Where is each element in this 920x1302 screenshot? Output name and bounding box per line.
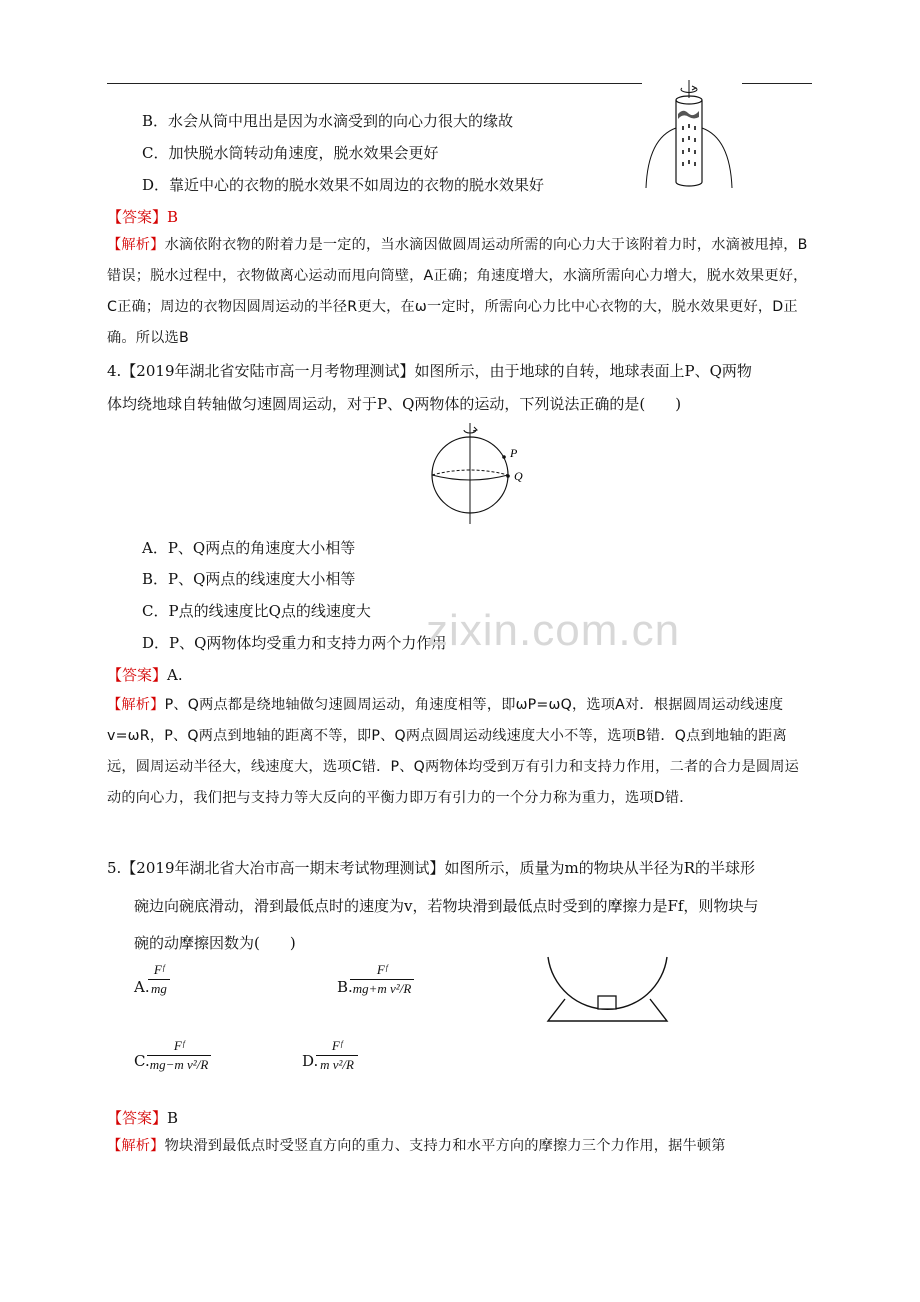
header-rule-right (742, 83, 812, 84)
label-q: Q (514, 469, 523, 483)
watermark: zixin.com.cn (426, 606, 681, 655)
q5-answer-value: B (167, 1109, 179, 1127)
q5-option-b-den: mg+m v²/R (352, 981, 412, 996)
q4-analysis (107, 690, 813, 814)
q3-option-c: C．加快脱水筒转动角速度，脱水效果会更好 (142, 144, 439, 162)
q4-stem-line1: 4.【2019年湖北省安陆市高一月考物理测试】如图所示，由于地球的自转，地球表面上P、Q两物 (107, 362, 752, 380)
q5-option-b-num: Fᶠ (376, 962, 388, 977)
q5-option-a-den: mg (151, 981, 167, 996)
q4-answer (107, 664, 183, 685)
q5-option-d-den: m v²/R (320, 1057, 354, 1072)
q4-analysis-tag: 【解析】 (107, 697, 165, 713)
q5-stem-line3: 碗的动摩擦因数为( ) (134, 934, 296, 952)
label-p: P (510, 446, 518, 460)
q5-option-a-num: Fᶠ (153, 962, 165, 977)
q5-answer (107, 1107, 178, 1128)
q3-analysis-tag: 【解析】 (107, 237, 165, 253)
q3-answer-tag: 【答案】 (107, 208, 168, 226)
q3-option-d: D．靠近中心的衣物的脱水效果不如周边的衣物的脱水效果好 (142, 176, 545, 194)
q5-option-b-label: B. (337, 978, 353, 996)
bowl-figure (540, 955, 675, 1025)
q5-option-d-label: D. (302, 1052, 319, 1070)
q3-analysis-text: 水滴依附衣物的附着力是一定的，当水滴因做圆周运动所需的向心力大于该附着力时，水滴被甩掉，B错误；脱水过程中，衣物做离心运动而甩向筒壁，A正确；角速度增大，水滴所需向心力增大，脱水效果更好，C正确；周边的衣物因圆周运动的半径R更大，在ω一定时，所需向心力比中心衣物的大，脱水效果更好，D正确。所以选B (107, 237, 808, 346)
q5-option-b-fraction (350, 962, 414, 997)
q5-stem-line2: 碗边向碗底滑动，滑到最低点时的速度为v，若物块滑到最低点时受到的摩擦力是Ff，则物块与 (134, 897, 759, 915)
q4-option-a: A．P、Q两点的角速度大小相等 (142, 539, 356, 557)
block (598, 996, 616, 1009)
q5-option-c-num: Fᶠ (173, 1038, 185, 1053)
q4-option-d: D．P、Q两物体均受重力和支持力两个力作用 (142, 634, 447, 652)
earth-rotation-figure (420, 420, 530, 530)
q5-option-a-label: A. (134, 978, 150, 996)
q4-answer-value: A. (167, 666, 183, 684)
q3-answer-value: B (167, 208, 179, 226)
q4-stem-line2: 体均绕地球自转轴做匀速圆周运动，对于P、Q两物体的运动，下列说法正确的是( ) (107, 395, 682, 413)
q3-analysis (107, 230, 813, 354)
q4-analysis-text: P、Q两点都是绕地轴做匀速圆周运动，角速度相等，即ωP=ωQ，选项A对．根据圆周运动线速度v=ωR，P、Q两点到地轴的距离不等，即P、Q两点圆周运动线速度大小不等，选项B错．Q点到地轴的距离远，圆周运动半径大，线速度大，选项C错．P、Q两物体均受到万有引力和支持力作用，二者的合力是圆周运动的向心力，我们把与支持力等大反向的平衡力即万有引力的一个分力称为重力，选项D错． (107, 697, 800, 806)
q5-option-d-fraction (316, 1038, 358, 1073)
q4-answer-tag: 【答案】 (107, 666, 168, 684)
q5-answer-tag: 【答案】 (107, 1109, 168, 1127)
q5-analysis-tag: 【解析】 (107, 1138, 165, 1154)
q5-option-c-den: mg−m v²/R (149, 1057, 209, 1072)
q5-option-c-label: C. (134, 1052, 150, 1070)
q5-option-d-num: Fᶠ (331, 1038, 343, 1053)
q3-option-b: B．水会从筒中甩出是因为水滴受到的向心力很大的缘故 (142, 112, 514, 130)
header-rule-left (107, 83, 642, 84)
q3-answer (107, 206, 178, 227)
spin-dryer-figure (640, 78, 745, 198)
q5-analysis (107, 1131, 819, 1162)
q5-stem-line1: 5.【2019年湖北省大冶市高一期末考试物理测试】如图所示，质量为m的物块从半径为R的半球形 (107, 859, 756, 877)
q5-analysis-text: 物块滑到最低点时受竖直方向的重力、支持力和水平方向的摩擦力三个力作用，据牛顿第 (164, 1138, 726, 1154)
q5-option-a-fraction (148, 962, 170, 997)
q5-option-c-fraction (147, 1038, 211, 1073)
q4-option-b: B．P、Q两点的线速度大小相等 (142, 570, 356, 588)
q4-option-c: C．P点的线速度比Q点的线速度大 (142, 602, 371, 620)
